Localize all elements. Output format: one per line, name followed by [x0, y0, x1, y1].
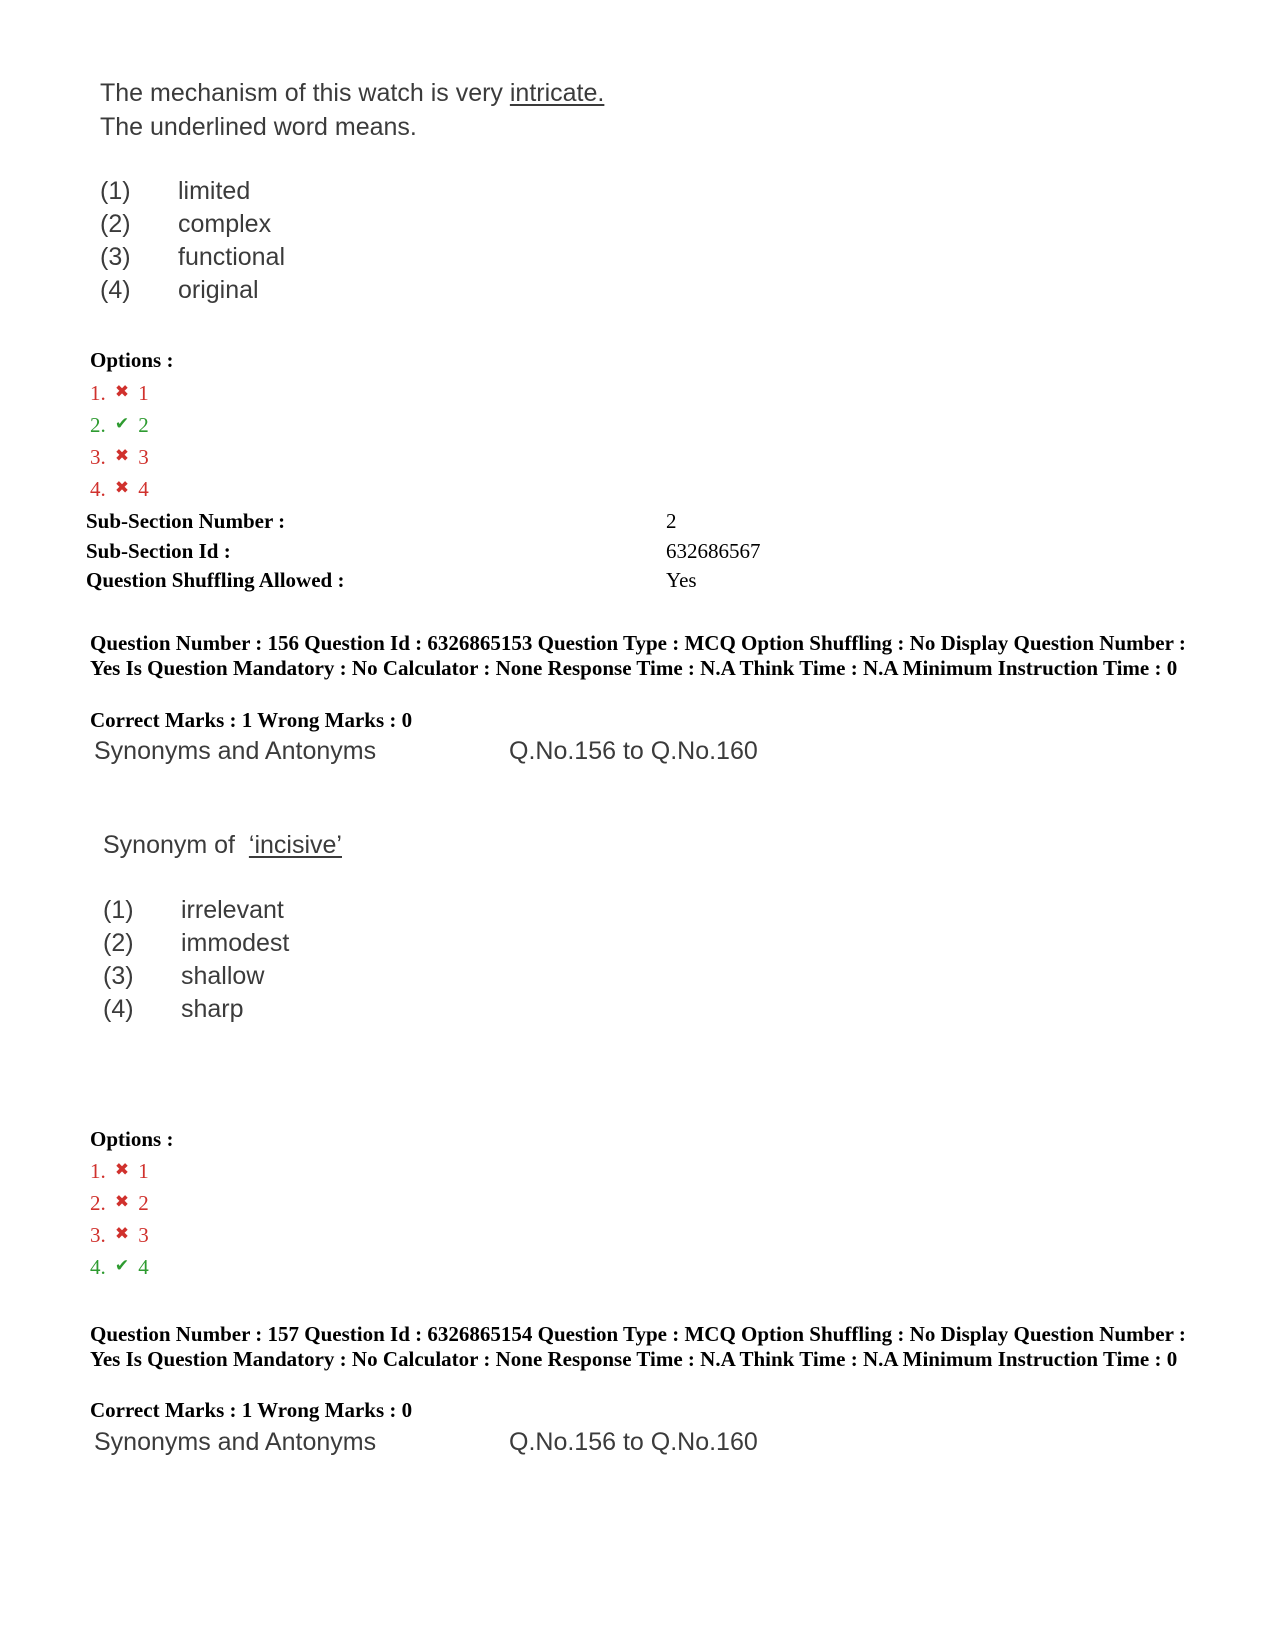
- q156-option-4: 4. ✔ 4: [90, 1255, 149, 1279]
- cross-icon: ✖: [114, 1224, 130, 1243]
- q156-choice-1: (1) irrelevant: [103, 896, 284, 924]
- q156-choice-3: (3) shallow: [103, 962, 265, 990]
- q156-section-range: Q.No.156 to Q.No.160: [509, 737, 758, 765]
- q155-question-image: [100, 76, 604, 144]
- q156-options-heading: Options :: [90, 1127, 174, 1151]
- q157-marks: Correct Marks : 1 Wrong Marks : 0: [90, 1398, 413, 1422]
- q155-option-1: 1. ✖ 1: [90, 381, 149, 405]
- q155-option-2: 2. ✔ 2: [90, 413, 149, 437]
- q157-metadata: Question Number : 157 Question Id : 6326865154 Question Type : MCQ Option Shuffling : No Display Question Number : Yes Is Question Mandatory : No Calculator : None Response Time : N.A Think Time : N.A Minimum Instruction Time : 0: [90, 1322, 1186, 1371]
- question-shuffling-value: Yes: [666, 568, 697, 592]
- q155-choice-3: (3) functional: [100, 243, 286, 271]
- q156-marks: Correct Marks : 1 Wrong Marks : 0: [90, 708, 413, 732]
- q155-stem: [100, 76, 604, 110]
- q155-choice-4: (4) original: [100, 276, 259, 304]
- subsection-id-label: Sub-Section Id :: [86, 539, 231, 563]
- q155-option-3: 3. ✖ 3: [90, 445, 149, 469]
- subsection-id-value: 632686567: [666, 539, 761, 563]
- q155-options-heading: Options :: [90, 348, 174, 372]
- q156-option-2: 2. ✖ 2: [90, 1191, 149, 1215]
- q156-underlined-word: ‘incisive’: [248, 831, 342, 859]
- q155-choice-2: (2) complex: [100, 210, 272, 238]
- cross-icon: ✖: [114, 446, 130, 465]
- q157-section-title: Synonyms and Antonyms: [94, 1428, 377, 1456]
- check-icon: ✔: [114, 414, 130, 433]
- question-shuffling-label: Question Shuffling Allowed :: [86, 568, 345, 592]
- subsection-number-value: 2: [666, 509, 677, 533]
- q156-stem-text: Synonym of: [103, 831, 249, 859]
- q156-metadata: Question Number : 156 Question Id : 6326865153 Question Type : MCQ Option Shuffling : No Display Question Number : Yes Is Question Mandatory : No Calculator : None Response Time : N.A Think Time : N.A Minimum Instruction Time : 0: [90, 631, 1186, 680]
- subsection-number-label: Sub-Section Number :: [86, 509, 286, 533]
- q155-option-4: 4. ✖ 4: [90, 477, 149, 501]
- q156-section-title: Synonyms and Antonyms: [94, 737, 377, 765]
- q156-option-1: 1. ✖ 1: [90, 1159, 149, 1183]
- q155-choice-1: (1) limited: [100, 177, 251, 205]
- cross-icon: ✖: [114, 382, 130, 401]
- q156-stem: [103, 828, 342, 862]
- cross-icon: ✖: [114, 478, 130, 497]
- q156-option-3: 3. ✖ 3: [90, 1223, 149, 1247]
- cross-icon: ✖: [114, 1160, 130, 1179]
- check-icon: ✔: [114, 1256, 130, 1275]
- q156-choice-4: (4) sharp: [103, 995, 244, 1023]
- q155-underlined-word: intricate.: [509, 79, 605, 107]
- q157-section-range: Q.No.156 to Q.No.160: [509, 1428, 758, 1456]
- q155-prompt: The underlined word means.: [100, 113, 417, 141]
- q156-choice-2: (2) immodest: [103, 929, 290, 957]
- q155-stem-text: The mechanism of this watch is very: [100, 79, 510, 107]
- cross-icon: ✖: [114, 1192, 130, 1211]
